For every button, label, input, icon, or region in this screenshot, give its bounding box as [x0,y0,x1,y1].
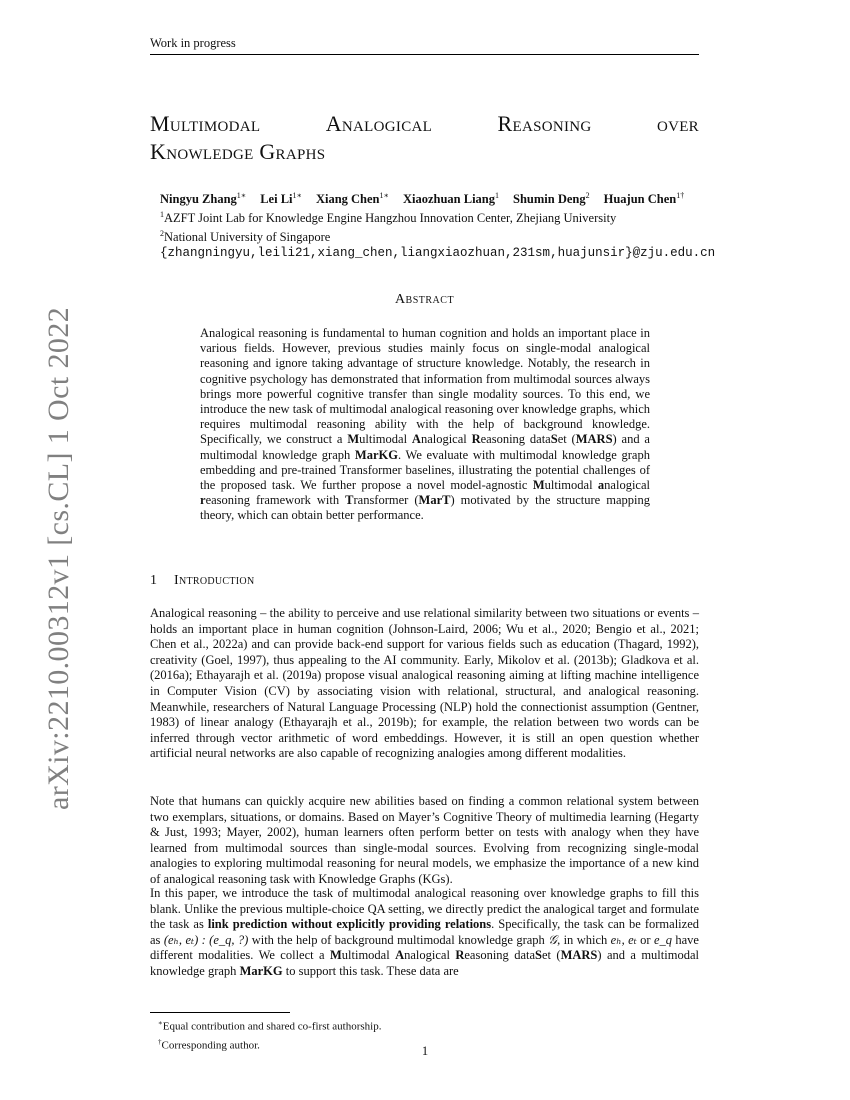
section-heading [150,573,254,589]
paper-title [150,110,699,166]
arxiv-identifier-stamp: arXiv:2210.00312v1 [cs.CL] 1 Oct 2022 [42,306,75,810]
affiliation: $^1$AZFT Joint Lab for Knowledge Engine Hangzhou Innovation Center, Zhejiang University [160,210,617,226]
abstract-body: Analogical reasoning is fundamental to human cognition and holds an important place in various fields. However, previous studies mainly focus on single-modal analogical reasoning and ignore taking advantage of structure knowledge. Notably, the research in cognitive psychology has demonstrated that information from multimodal sources always brings more powerful cognitive transfer than single modality sources. To this end, we introduce the new task of multimodal analogical reasoning over knowledge graphs, which requires multimodal reasoning ability with the help of background knowledge. Specifically, we construct a Multimodal Analogical Reasoning dataSet (MARS) and a multimodal knowledge graph MarKG. We evaluate with multimodal knowledge graph embedding and pre-trained Transformer baselines, illustrating the potential challenges of the proposed task. We further propose a novel model-agnostic Multimodal analogical reasoning framework with Transformer (MarT) motivated by the structure mapping theory, which can obtain better performance. [200,326,650,523]
section-number: 1 [150,573,158,588]
abstract-heading: Abstract [394,292,455,307]
author: Shumin Deng$^2$ [513,191,590,207]
footnote: †Corresponding author. [158,1037,260,1052]
title-word: Multimodal [150,111,261,136]
title-line-2: Knowledge Graphs [150,139,326,164]
title-word: Analogical [325,111,433,136]
intro-paragraph: In this paper, we introduce the task of multimodal analogical reasoning over knowledge graphs to fill this blank. Unlike the previous multiple-choice QA setting, we directly predict the analogical target and formulate the task as link prediction without explicitly providing relations. Specifically, the task can be formalized as (eₕ, eₜ) : (e_q, ?) with the help of background multimodal knowledge graph 𝒢, in which eₕ, eₜ or e_q have different modalities. We collect a Multimodal Analogical Reasoning dataSet (MARS) and a multimodal knowledge graph MarKG to support this task. These data are [150,886,699,978]
author: Ningyu Zhang$^{1∗}$ [160,191,247,207]
affiliation: $^2$National University of Singapore [160,229,331,245]
author: Xiang Chen$^{1∗}$ [315,191,389,207]
author: Xiaozhuan Liang$^1$ [402,191,499,207]
authors-block [160,188,780,261]
intro-paragraph: Note that humans can quickly acquire new abilities based on finding a common relational system between two exemplars, situations, or domains. Based on Mayer’s Cognitive Theory of multimedia learning (Hegarty & Just, 1993; Mayer, 2002), human learners often perform better on tests with analogy when they have learned from multimodal sources than single-modal sources. Evolving from recognizing single-modal analogies to exploring multimodal reasoning for neural models, we emphasize the importance of a new kind of analogical reasoning task with Knowledge Graphs (KGs). [150,794,699,886]
intro-paragraph: Analogical reasoning – the ability to perceive and use relational similarity between two situations or events – holds an important place in human cognition (Johnson-Laird, 2006; Wu et al., 2020; Bengio et al., 2021; Chen et al., 2022a) and can provide back-end support for various fields such as education (Thagard, 1992), creativity (Goel, 1997), thus appealing to the AI community. Early, Mikolov et al. (2013b); Gladkova et al. (2016a); Ethayarajh et al. (2019a) propose visual analogical reasoning aiming at lifting machine intelligence in Computer Vision (CV) by associating vision with relational, structural, and analogical reasoning. Meanwhile, researchers of Natural Language Processing (NLP) hold the connectionist assumption (Gentner, 1983) of linear analogy (Ethayarajh et al., 2019b); for example, the relation between two words can be inferred through vector arithmetic of word embeddings. However, it is still an open question whether artificial neural networks are also capable of recognizing analogies among different modalities. [150,606,699,761]
page-number: 1 [421,1044,429,1058]
author: Lei $Li^{1∗}$ [260,191,302,207]
running-head: Work in progress [150,36,699,55]
author-emails: {zhangningyu,leili21,xiang_chen,liangxiaozhuan,231sm,huajunsir}@zju.edu.cn [160,246,716,261]
footnote-divider [150,1012,290,1013]
title-word: over [656,111,699,136]
title-word: Reasoning [497,111,592,136]
footnote: ∗Equal contribution and shared co-first authorship. [158,1019,382,1033]
author-list [160,188,780,207]
section-title: Introduction [174,573,255,588]
author: Huajun Chen$^{1\dagger}$ [603,191,685,207]
